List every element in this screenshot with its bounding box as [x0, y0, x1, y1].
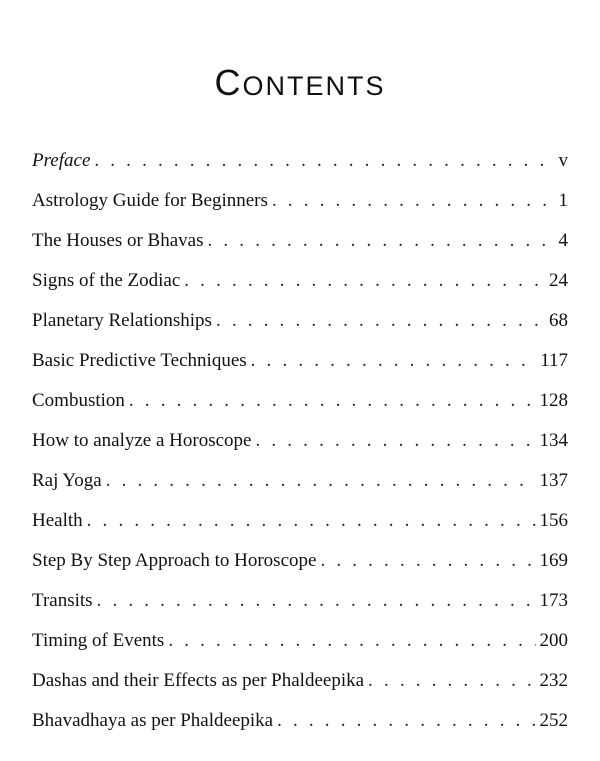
dot-leader	[129, 388, 536, 414]
toc-entry-page: 68	[549, 310, 568, 331]
toc-entry-page: 137	[539, 470, 568, 491]
toc-entry-label: Step By Step Approach to Horoscope	[32, 550, 317, 571]
toc-entry-page: 4	[558, 230, 568, 251]
toc-entry-label: Raj Yoga	[32, 470, 102, 491]
dot-leader	[216, 308, 545, 334]
toc-entry-label: Dashas and their Effects as per Phaldeepika	[32, 670, 365, 691]
dot-leader	[94, 148, 554, 174]
toc-entry-label: Preface	[32, 150, 91, 171]
toc-entry-label: Signs of the Zodiac	[32, 270, 181, 291]
toc-entry-page: 128	[539, 390, 568, 411]
table-of-contents	[32, 148, 568, 748]
toc-entry-label: Health	[32, 510, 83, 531]
page-title	[0, 62, 600, 104]
toc-entry[interactable]	[32, 628, 568, 668]
page-title-rest: ONTENTS	[242, 71, 386, 101]
toc-entry-page: 1	[558, 190, 568, 211]
toc-entry-page: 24	[549, 270, 568, 291]
toc-entry[interactable]	[32, 388, 568, 428]
dot-leader	[106, 468, 536, 494]
toc-entry-label: Combustion	[32, 390, 125, 411]
toc-entry-page: v	[558, 150, 568, 171]
toc-entry-page: 232	[539, 670, 568, 691]
toc-entry[interactable]	[32, 268, 568, 308]
toc-entry[interactable]	[32, 148, 568, 188]
dot-leader	[368, 668, 535, 694]
toc-entry[interactable]	[32, 308, 568, 348]
dot-leader	[87, 508, 536, 534]
toc-entry-page: 117	[540, 350, 568, 371]
toc-entry[interactable]	[32, 508, 568, 548]
toc-entry-page: 200	[539, 630, 568, 651]
toc-entry[interactable]	[32, 188, 568, 228]
toc-entry-label: Astrology Guide for Beginners	[32, 190, 268, 211]
toc-entry-label: Bhavadhaya as per Phaldeepika	[32, 710, 274, 731]
toc-entry-label: Transits	[32, 590, 93, 611]
toc-entry-page: 134	[539, 430, 568, 451]
dot-leader	[184, 268, 545, 294]
toc-entry[interactable]	[32, 428, 568, 468]
dot-leader	[251, 348, 537, 374]
toc-entry-page: 252	[539, 710, 568, 731]
dot-leader	[255, 428, 535, 454]
toc-entry-label: How to analyze a Horoscope	[32, 430, 252, 451]
toc-entry-label: Timing of Events	[32, 630, 165, 651]
dot-leader	[168, 628, 535, 654]
toc-entry[interactable]	[32, 548, 568, 588]
toc-entry[interactable]	[32, 228, 568, 268]
toc-entry-page: 169	[539, 550, 568, 571]
page-title-initial: C	[214, 62, 243, 103]
toc-entry[interactable]	[32, 668, 568, 708]
toc-entry-page: 173	[539, 590, 568, 611]
dot-leader	[208, 228, 555, 254]
dot-leader	[320, 548, 535, 574]
toc-entry-label: Planetary Relationships	[32, 310, 212, 331]
toc-entry-label: The Houses or Bhavas	[32, 230, 204, 251]
dot-leader	[97, 588, 536, 614]
toc-entry[interactable]	[32, 348, 568, 388]
dot-leader	[277, 708, 535, 734]
toc-entry-label: Basic Predictive Techniques	[32, 350, 247, 371]
dot-leader	[272, 188, 555, 214]
toc-entry[interactable]	[32, 588, 568, 628]
toc-entry-page: 156	[539, 510, 568, 531]
toc-entry[interactable]	[32, 468, 568, 508]
toc-entry[interactable]	[32, 708, 568, 748]
